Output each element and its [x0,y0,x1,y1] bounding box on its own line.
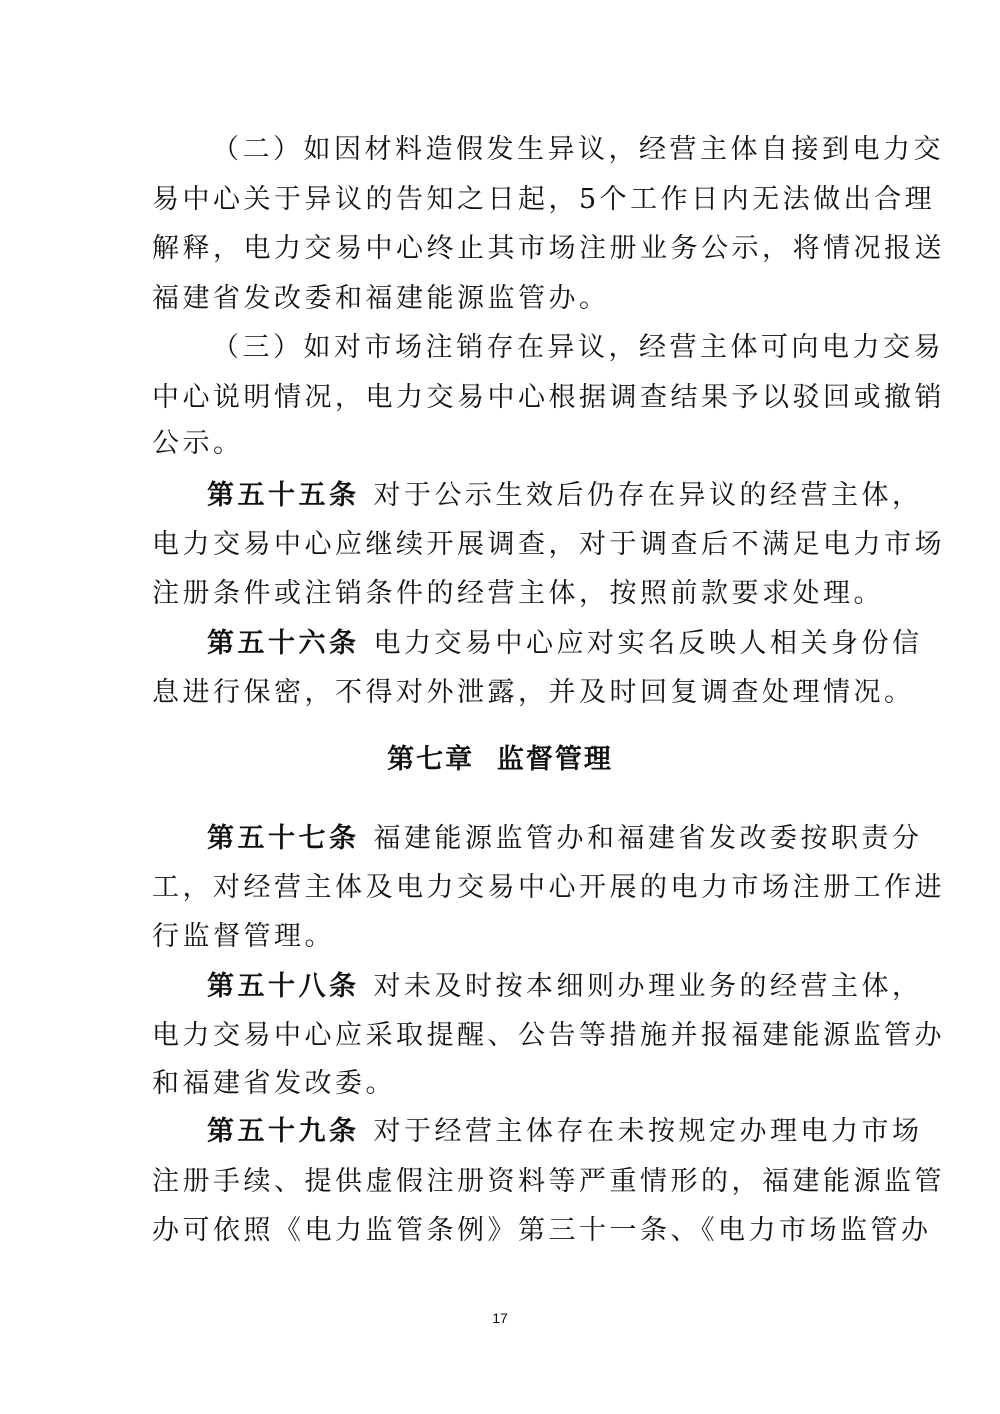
paragraph-line: 电力交易中心应继续开展调查，对于调查后不满足电力市场 [152,529,945,560]
page-number: 17 [492,1310,508,1326]
article-text: 对于公示生效后仍存在异议的经营主体， [373,480,923,511]
paragraph-line: 行监督管理。 [152,921,335,952]
paragraph-line: 易中心关于异议的告知之日起，5个工作日内无法做出合理 [152,184,936,215]
paragraph-line: 注册手续、提供虚假注册资料等严重情形的，福建能源监管 [152,1166,945,1197]
paragraph-line: 息进行保密，不得对外泄露，并及时回复调查处理情况。 [152,677,915,708]
article-number: 第五十六条 [207,628,360,659]
article-first-line [207,963,923,1011]
article-first-line [207,1108,923,1156]
article-number: 第五十七条 [207,823,360,854]
paragraph-line: 办可依照《电力监管条例》第三十一条、《电力市场监管办 [152,1215,932,1246]
article-number: 第五十五条 [207,480,360,511]
paragraph-line: 福建省发改委和福建能源监管办。 [152,283,610,314]
paragraph-line: （二）如因材料造假发生异议，经营主体自接到电力交 [212,134,944,165]
paragraph-line: （三）如对市场注销存在异议，经营主体可向电力交易 [212,332,944,363]
paragraph-line: 注册条件或注销条件的经营主体，按照前款要求处理。 [152,578,884,609]
paragraph-line: 公示。 [152,428,244,459]
article-number: 第五十八条 [207,971,360,1002]
article-text: 对于经营主体存在未按规定办理电力市场 [373,1116,923,1147]
paragraph-line: 和福建省发改委。 [152,1068,396,1099]
paragraph-line: 中心说明情况，电力交易中心根据调查结果予以驳回或撤销 [152,382,945,413]
paragraph-line: 电力交易中心应采取提醒、公告等措施并报福建能源监管办 [152,1020,945,1051]
chapter-heading: 第七章 监督管理 [387,744,613,775]
article-first-line [207,815,923,863]
article-number: 第五十九条 [207,1116,360,1147]
article-text: 对未及时按本细则办理业务的经营主体， [373,971,923,1002]
article-text: 福建能源监管办和福建省发改委按职责分 [373,823,923,854]
article-first-line [207,472,923,520]
article-text: 电力交易中心应对实名反映人相关身份信 [373,628,923,659]
paragraph-line: 工，对经营主体及电力交易中心开展的电力市场注册工作进 [152,872,945,903]
paragraph-line: 解释，电力交易中心终止其市场注册业务公示，将情况报送 [152,233,945,264]
article-first-line [207,620,923,668]
